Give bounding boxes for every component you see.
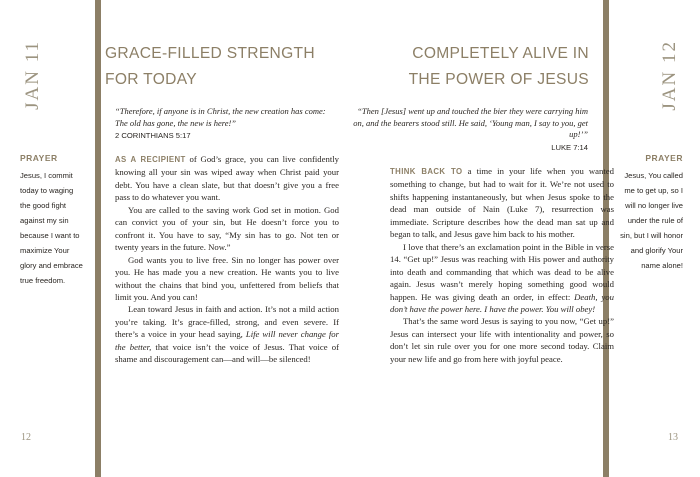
right-scripture-quote bbox=[348, 106, 588, 153]
right-title bbox=[409, 41, 589, 93]
left-quote-text: “Therefore, if anyone is in Christ, the new creation has come: The old has gone, the new is here!” bbox=[115, 106, 326, 128]
left-lead-in: AS A RECIPIENT bbox=[115, 155, 186, 164]
left-body bbox=[115, 153, 339, 366]
right-page-number: 13 bbox=[668, 432, 678, 443]
left-prayer bbox=[20, 153, 84, 288]
left-title bbox=[105, 41, 315, 93]
left-prayer-heading: PRAYER bbox=[20, 153, 58, 163]
right-prayer-text: Jesus, You called me to get up, so I will no longer live under the rule of sin, but I will honor and glorify Your name alone! bbox=[620, 171, 683, 270]
right-paragraph-1 bbox=[390, 165, 614, 241]
right-date: JAN 12 bbox=[659, 40, 680, 111]
right-quote-text: “Then [Jesus] went up and touched the bier they were carrying him on, and the bearers stood still. He said, ‘Young man, I say to you, get up!’” bbox=[353, 106, 588, 139]
right-lead-in: THINK BACK TO bbox=[390, 167, 463, 176]
left-page-number: 12 bbox=[21, 432, 31, 443]
left-date: JAN 11 bbox=[22, 40, 43, 110]
left-paragraph-2: You are called to the saving work God set in motion. God can convict you of your sin, but He doesn’t force you to confront it. You have to say, “My sin has to go. Not ten or twenty years in the future. Now.” bbox=[115, 204, 339, 253]
right-paragraph-3: That’s the same word Jesus is saying to you now, “Get up!” Jesus can intersect your life with intentionality and power, so don’t let sin rule over you for one more second today. Claim your new life and go from here with joyful peace. bbox=[390, 316, 614, 364]
left-prayer-text: Jesus, I commit today to waging the good fight against my sin because I want to maximize Your glory and embrace true freedom. bbox=[20, 171, 83, 285]
right-paragraph-2 bbox=[390, 241, 614, 316]
left-paragraph-4-text-a: Lean toward Jesus in faith and action. It’s not a mild action you’re taking. It’s grace-filled, strong, and even severe. If there’s a voice in your head saying, bbox=[115, 304, 339, 340]
left-paragraph-4-text-b: that voice isn’t the voice of Jesus. That voice of shame and discouragement can—and will—be silenced! bbox=[115, 341, 339, 365]
left-paragraph-1-text: of God’s grace, you can live confidently knowing all your sin was wiped away when Christ paid your debt. You have a clean slate, but that doesn’t give you a free pass to do whatever you want. bbox=[115, 154, 339, 203]
right-body bbox=[390, 165, 614, 365]
right-prayer bbox=[617, 153, 683, 273]
left-title-line1: GRACE-FILLED STRENGTH bbox=[105, 45, 315, 62]
right-paragraph-2-text: I love that there’s an exclamation point in the Bible in verse 14. “Get up!” Jesus was reaching with His power and authority into death and commanding that which was dead to be alive again. Jesus wasn’t merely hoping something good would happen. He was giving death an order, in effect: bbox=[390, 241, 614, 302]
left-quote-reference: 2 CORINTHIANS 5:17 bbox=[115, 131, 191, 140]
left-scripture-quote bbox=[115, 106, 340, 142]
left-page-divider bbox=[95, 0, 101, 477]
right-title-line1: COMPLETELY ALIVE IN bbox=[412, 45, 589, 62]
right-prayer-heading: PRAYER bbox=[645, 153, 683, 163]
left-paragraph-4 bbox=[115, 303, 339, 365]
right-paragraph-2-italic: Death, you don’t have the power here. I have the power. You will obey! bbox=[390, 291, 614, 314]
left-paragraph-3: God wants you to live free. Sin no longer has power over you. He has made you a new creation. He wants you to live without the chains that bind you, unfettered from beliefs that limit you. And you can! bbox=[115, 254, 339, 302]
right-paragraph-1-text: a time in your life when you wanted something to change, but had to wait for it. We’re not used to shifts happening instantaneously, but when Jesus spoke to the dead man outside of Nain (Luke 7), resurrection was immediate. Scripture describes how the dead man sat up and began to talk, and Jesus gave him back to his mother. bbox=[390, 166, 614, 240]
left-title-line2: FOR TODAY bbox=[105, 71, 197, 88]
left-paragraph-1 bbox=[115, 153, 339, 204]
right-title-line2: THE POWER OF JESUS bbox=[408, 71, 589, 88]
left-paragraph-4-italic: Life will never change for the better, bbox=[115, 329, 339, 352]
right-quote-reference: LUKE 7:14 bbox=[551, 142, 588, 152]
